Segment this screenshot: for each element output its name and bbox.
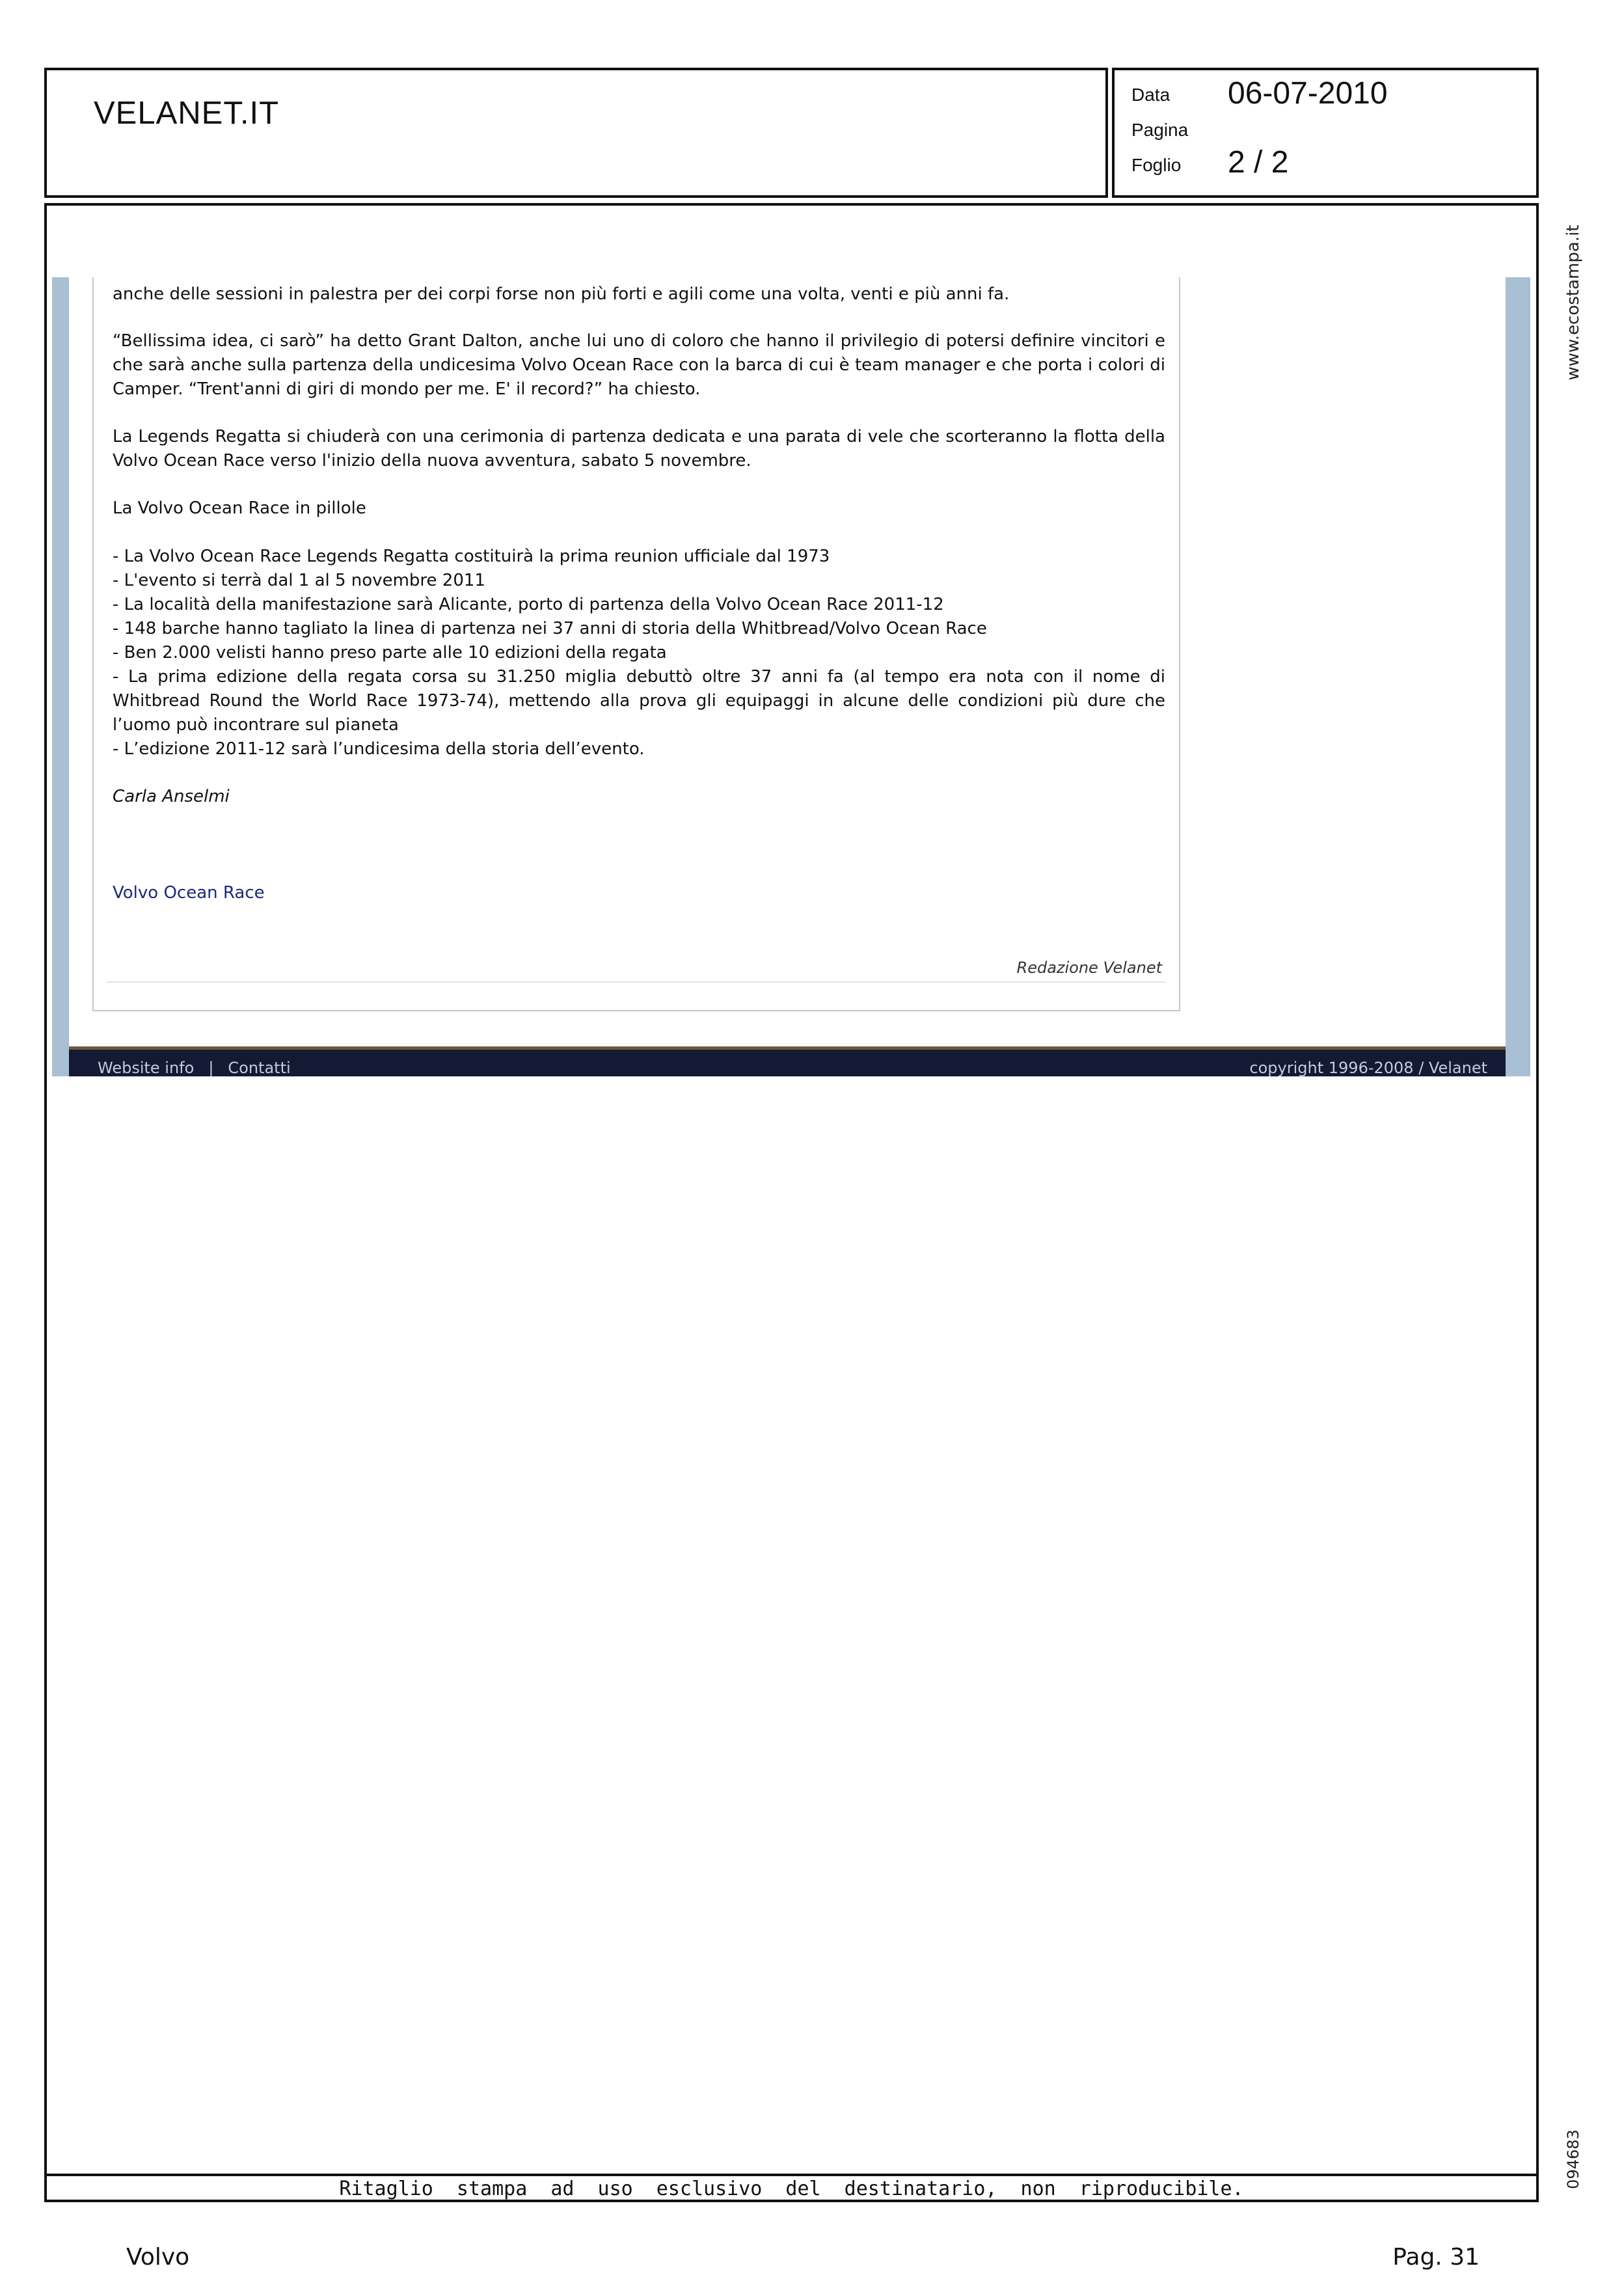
side-clip-code [1560,2120,1586,2198]
list-item: - La Volvo Ocean Race Legends Regatta costituirà la prima reunion ufficiale dal 1973 [113,547,830,566]
header-meta-box [1112,68,1539,198]
list-item: - 148 barche hanno tagliato la linea di partenza nei 37 anni di storia della Whitbread/Volvo Ocean Race [113,619,987,638]
copyright-text: copyright 1996-2008 / Velanet [1249,1059,1487,1077]
header-publication-box [44,68,1108,198]
contacts-link[interactable]: Contatti [228,1059,291,1077]
list-item: - L'evento si terrà dal 1 al 5 novembre 2011 [113,571,485,590]
web-page-body [69,277,1506,1046]
website-info-link[interactable]: Website info [98,1059,195,1077]
list-item: - L’edizione 2011-12 sarà l’undicesima della storia dell’evento. [113,739,645,759]
editorial-credit: Redazione Velanet [1016,959,1162,977]
publication-title: VELANET.IT [94,96,280,131]
sheet-label: Foglio [1131,155,1182,175]
list-item: - Ben 2.000 velisti hanno preso parte alle 10 edizioni della regata [113,643,667,662]
page-label: Pagina [1131,120,1189,140]
list-item: - La località della manifestazione sarà Alicante, porto di partenza della Volvo Ocean Race 2011-12 [113,595,944,614]
article-paragraph: La Legends Regatta si chiuderà con una cerimonia di partenza dedicata e una parata di vele che scorteranno la flotta della Volvo Ocean Race verso l'inizio della nuova avventura, sabato 5 novembre. [113,427,1165,471]
clipping-notice: Ritaglio stampa ad uso esclusivo del destinatario, non riproducibile. [339,2177,1244,2200]
list-item: - La prima edizione della regata corsa su 31.250 miglia debuttò oltre 37 anni fa (al tempo era nota con il nome di Whitbread Round the World Race 1973-74), mettendo alla prova gli equipaggi in alcune delle condizioni più dure che l’uomo può incontrare sul pianeta [113,667,1165,735]
organization-link[interactable]: Volvo Ocean Race [113,883,265,903]
notice-divider [44,2174,1539,2176]
divider [107,981,1166,983]
client-name: Volvo [126,2244,190,2271]
sheet-value: 2 / 2 [1228,145,1289,180]
footer-separator: | [208,1059,214,1077]
author-name: Carla Anselmi [113,787,230,806]
date-label: Data [1131,85,1171,105]
site-footer [69,1046,1506,1076]
date-value: 06-07-2010 [1228,76,1388,111]
side-code-text: 094683 [1564,2129,1582,2189]
facts-list [113,545,1165,761]
article-paragraph: “Bellissima idea, ci sarò” ha detto Grant Dalton, anche lui uno di coloro che hanno il privilegio di potersi definire vincitori e che sarà anche sulla partenza della undicesima Volvo Ocean Race con la barca di cui è team manager e che porta i colori di Camper. “Trent'anni di giri di mondo per me. E' il record?” ha chiesto. [113,331,1165,399]
side-url-text: www.ecostampa.it [1563,225,1583,381]
web-page-screenshot [52,277,1530,1076]
page-number: Pag. 31 [1392,2244,1480,2271]
article-subheading: La Volvo Ocean Race in pillole [113,498,366,518]
article-paragraph: anche delle sessioni in palestra per dei corpi forse non più forti e agili come una volta, venti e più anni fa. [113,284,1010,304]
article-content [92,277,1180,1011]
side-source-url [1560,221,1586,384]
